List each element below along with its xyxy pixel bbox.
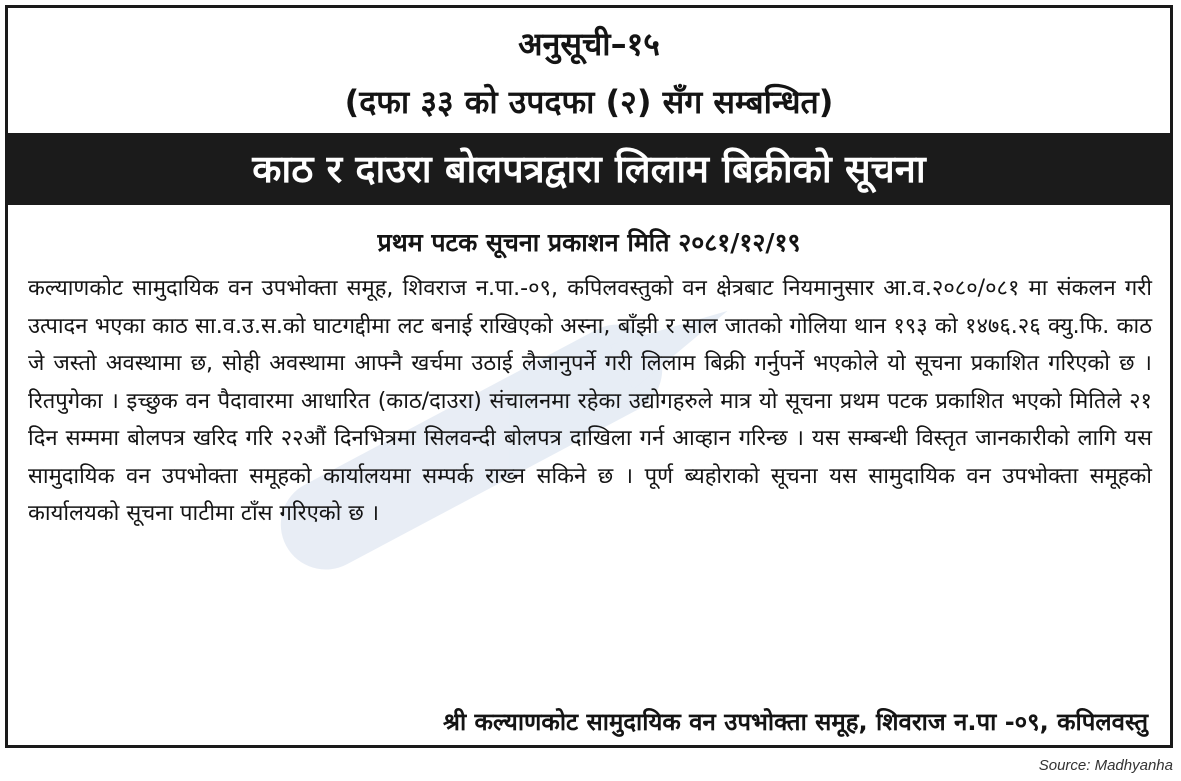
notice-body: कल्याणकोट सामुदायिक वन उपभोक्ता समूह, शिवराज न.पा.-०९, कपिलवस्तुको वन क्षेत्रबाट नियमानुसार आ.व.२०८०/०८१ मा संकलन गरी उत्पादन भएका काठ सा.व.उ.स.को घाटगद्दीमा लट बनाई राखिएको अस्ना, बाँझी र साल जातको गोलिया थान १९३ को १४७६.२६ क्यु.फि. काठ जे जस्तो अवस्थामा छ, सोही अवस्थामा आफ्नै खर्चमा उठाई लैजानुपर्ने गरी लिलाम बिक्री गर्नुपर्ने भएकोले यो सूचना प्रकाशित गरिएको छ । रितपुगेका । इच्छुक वन पैदावारमा आधारित (काठ/दाउरा) संचालनमा रहेका उद्योगहरुले मात्र यो सूचना प्रथम पटक प्रकाशित भएको मितिले २१ दिन सम्ममा बोलपत्र खरिद गरि २२औं दिनभित्रमा सिलवन्दी बोलपत्र दाखिला गर्न आव्हान गरिन्छ । यस सम्बन्धी विस्तृत जानकारीको लागि यस सामुदायिक वन उपभोक्ता समूहको कार्यालयमा सम्पर्क राख्न सकिने छ । पूर्ण ब्यहोराको सूचना यस सामुदायिक वन उपभोक्ता समूहको कार्यालयको सूचना पाटीमा टाँस गरिएको छ । [28, 276, 1152, 526]
notice-heading: काठ र दाउरा बोलपत्रद्वारा लिलाम बिक्रीको सूचना [8, 133, 1170, 205]
notice-box [5, 5, 1173, 748]
signature-line: श्री कल्याणकोट सामुदायिक वन उपभोक्ता समूह, शिवराज न.पा -०९, कपिलवस्तु [442, 708, 1148, 736]
source-credit: Source: Madhyanha [1038, 757, 1173, 774]
publication-date: प्रथम पटक सूचना प्रकाशन मिति २०८१/१२/१९ [377, 228, 801, 257]
section-reference: (दफा ३३ को उपदफा (२) सँग सम्बन्धित) [344, 83, 834, 121]
schedule-title: अनुसूची–१५ [518, 25, 660, 63]
